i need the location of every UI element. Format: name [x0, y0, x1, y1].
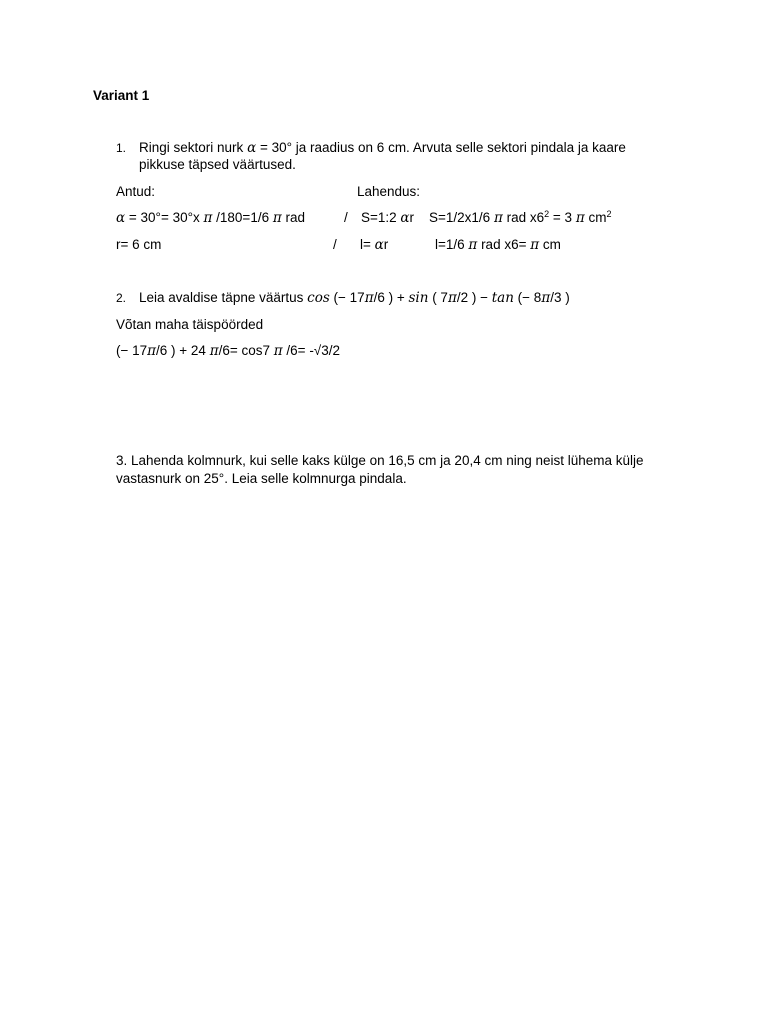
pi-symbol: π: [273, 343, 283, 359]
math-text: /2 ) −: [456, 290, 488, 305]
separator-slash: /: [344, 210, 348, 225]
q1-text-line1: [139, 139, 626, 157]
pi-symbol: π: [203, 210, 213, 226]
q1-number: 1.: [116, 141, 127, 155]
math-text: /3 ): [550, 290, 570, 305]
sin-function: sin: [408, 290, 429, 306]
math-text: rad x6=: [481, 237, 527, 252]
pi-symbol: π: [209, 343, 219, 359]
math-text: Leia avaldise täpne väärtus: [139, 290, 304, 305]
math-text: rad x6: [506, 210, 545, 225]
math-text: rad: [285, 210, 306, 225]
pi-symbol: π: [541, 290, 551, 306]
pi-symbol: π: [364, 290, 374, 306]
math-text: S=1/2x1/6: [429, 210, 491, 225]
math-text: S=1:2: [361, 210, 397, 225]
given-label: Antud:: [116, 184, 156, 199]
math-text: r: [383, 237, 389, 252]
page-title: Variant 1: [93, 88, 150, 103]
alpha-symbol: α: [400, 210, 410, 226]
pi-symbol: π: [493, 210, 503, 226]
q1-text-rest: = 30° ja raadius on 6 cm. Arvuta selle sektori pindala ja kaare: [259, 140, 626, 155]
alpha-symbol: α: [247, 140, 257, 156]
pi-symbol: π: [575, 210, 585, 226]
pi-symbol: π: [468, 237, 478, 253]
math-text: l=: [360, 237, 371, 252]
q1-text-line2: pikkuse täpsed väärtused.: [139, 157, 296, 172]
math-text: cm: [542, 237, 561, 252]
q2-number: 2.: [116, 291, 127, 305]
q1-area-formula: [361, 209, 414, 227]
pi-symbol: π: [530, 237, 540, 253]
tan-function: tan: [491, 290, 514, 306]
math-text: ( 7: [432, 290, 448, 305]
math-text: cm: [588, 210, 607, 225]
q1-given-alpha: [116, 209, 305, 227]
math-text: /180=1/6: [216, 210, 270, 225]
math-text: /6 ) + 24: [156, 343, 206, 358]
q1-arc-formula: [360, 236, 388, 254]
pi-symbol: π: [447, 290, 457, 306]
math-text: = 3: [552, 210, 573, 225]
math-text: /6= cos7: [218, 343, 271, 358]
superscript: 2: [606, 209, 612, 219]
q3-text: 3. Lahenda kolmnurk, kui selle kaks külge on 16,5 cm ja 20,4 cm ning neist lühema külje vastasnurk on 25°. Leia selle kolmnurga pindala.: [116, 453, 644, 486]
q2-line2: Võtan maha täispöörded: [116, 317, 264, 332]
math-text: (− 17: [333, 290, 365, 305]
q1-text: Ringi sektori nurk: [139, 140, 244, 155]
alpha-symbol: α: [374, 237, 384, 253]
pi-symbol: π: [272, 210, 282, 226]
separator-slash: /: [333, 237, 337, 252]
math-text: (− 17: [116, 343, 148, 358]
math-text: (− 8: [517, 290, 542, 305]
math-text: /6 ) +: [373, 290, 405, 305]
math-text: = 30°= 30°x: [128, 210, 200, 225]
cos-function: cos: [307, 290, 330, 306]
math-text: r: [409, 210, 415, 225]
pi-symbol: π: [147, 343, 157, 359]
alpha-symbol: α: [116, 210, 126, 226]
q1-given-radius: r= 6 cm: [116, 237, 162, 252]
superscript: 2: [544, 209, 550, 219]
q2-text: [139, 289, 570, 307]
q1-area-result: [429, 209, 611, 227]
q1-arc-result: [435, 236, 561, 254]
solution-label: Lahendus:: [357, 184, 421, 199]
math-text: /6= -√3/2: [286, 343, 340, 358]
math-text: l=1/6: [435, 237, 465, 252]
q2-line3: [116, 342, 340, 360]
